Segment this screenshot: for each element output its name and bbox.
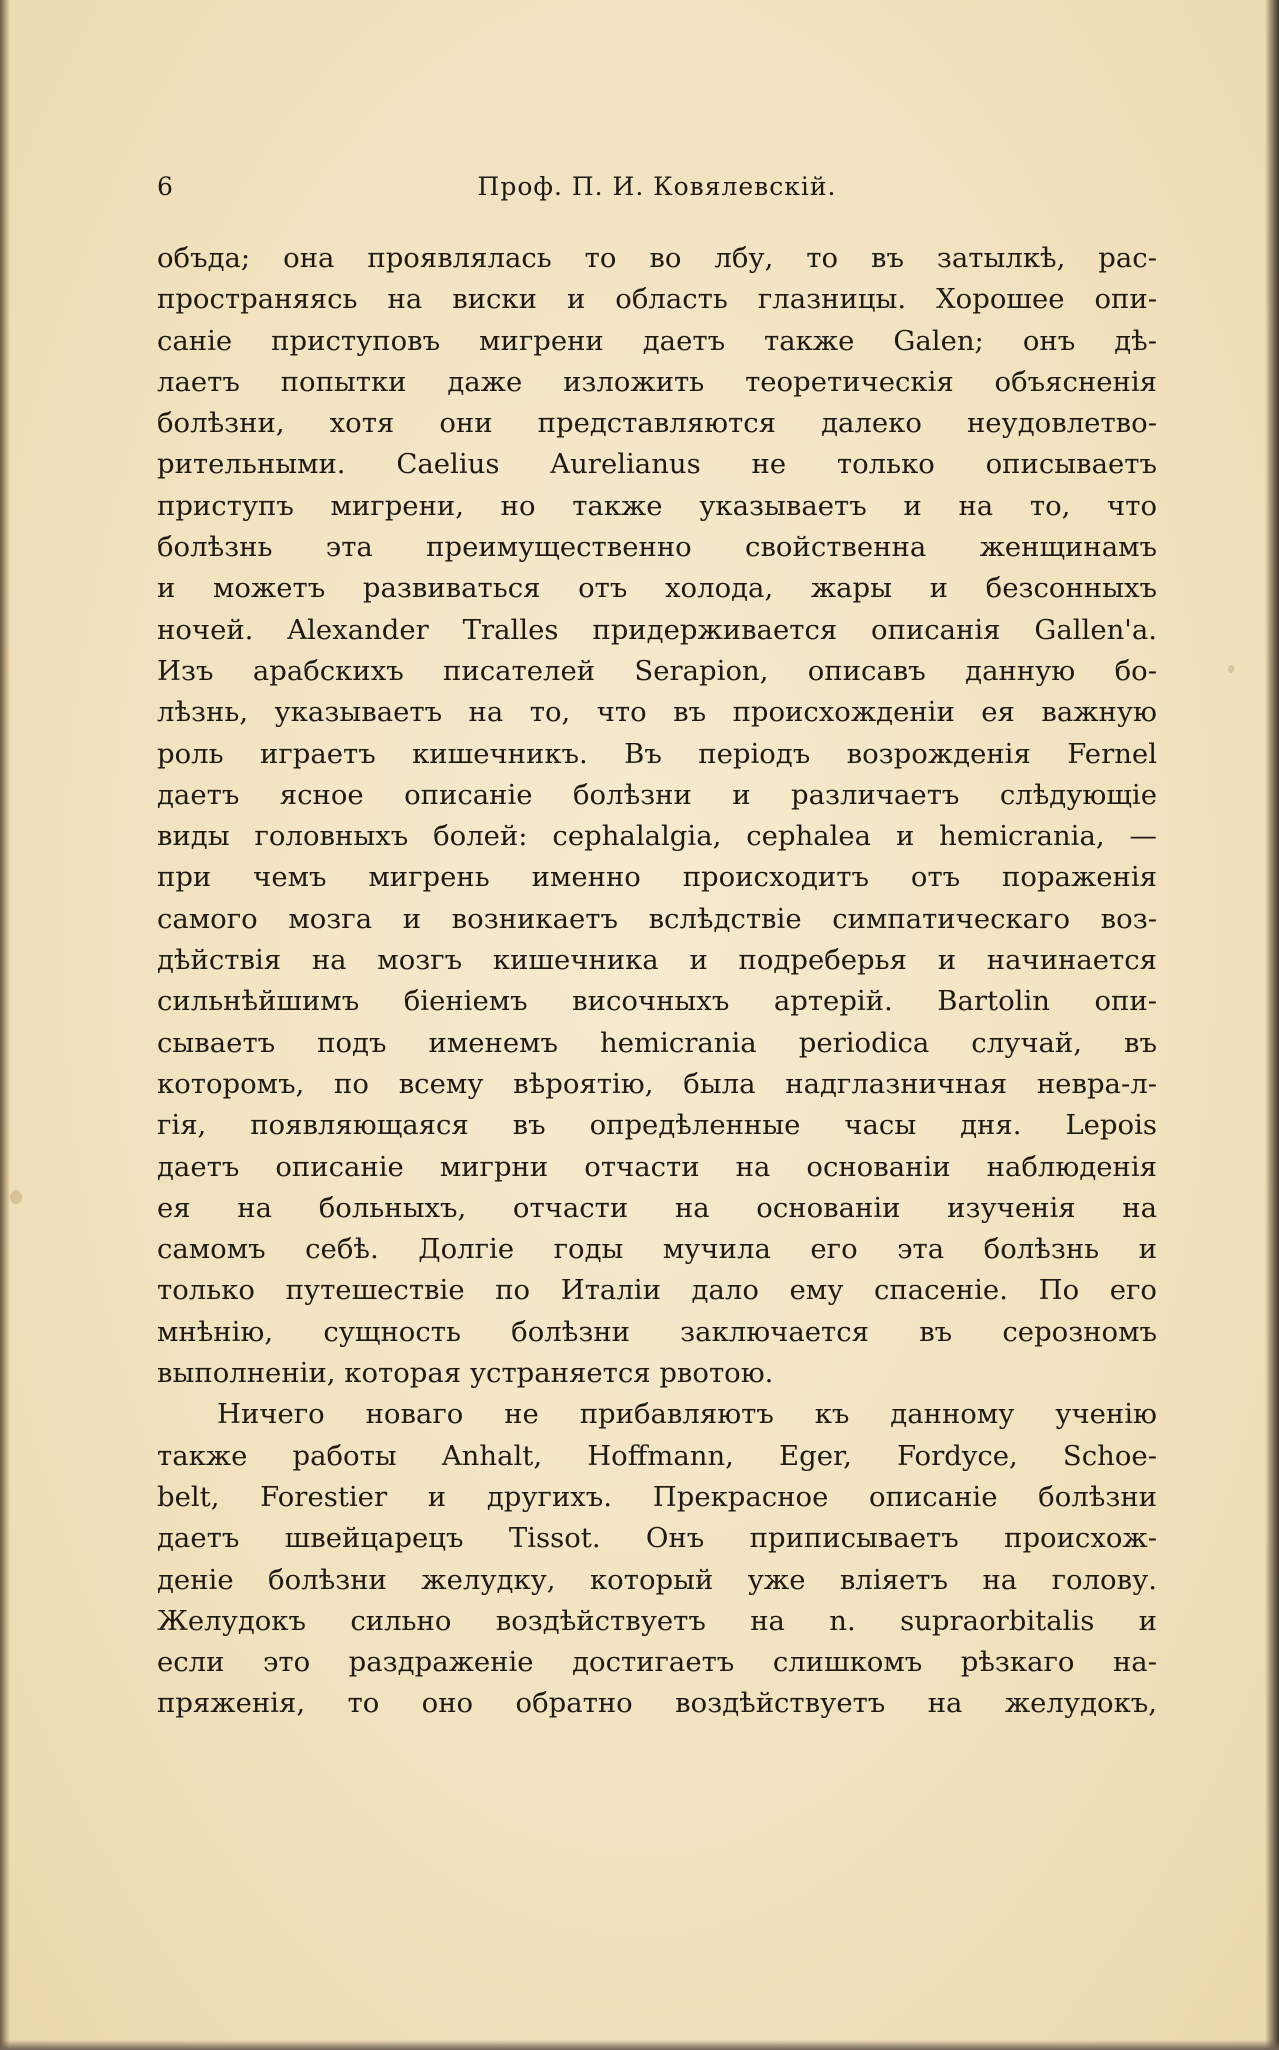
text-line: роль играетъ кишечникъ. Въ перiодъ возрожденiя Fernel (157, 737, 1157, 770)
text-line: ночей. Alexander Tralles придерживается описанiя Gallen'а. (157, 613, 1157, 646)
text-line: даетъ швейцарецъ Tissot. Онъ приписываетъ происхож- (157, 1522, 1157, 1555)
text-line: виды головныхъ болей: cephalalgia, cephalea и hemicrania, — (157, 820, 1157, 853)
paper-stain (1228, 665, 1234, 673)
text-line: болѣзнь эта преимущественно свойственна женщинамъ (157, 531, 1157, 564)
page-header (157, 172, 1157, 212)
text-line: Желудокъ сильно воздѣйствуетъ на n. supraorbitalis и (157, 1604, 1157, 1637)
page-number: 6 (157, 172, 174, 201)
text-line: санiе приступовъ мигрени даетъ также Galen; онъ дѣ- (157, 324, 1157, 357)
text-line: Ничего новаго не прибавляютъ къ данному ученiю (217, 1398, 1157, 1431)
text-line: лаетъ попытки даже изложить теоретическiя объясненiя (157, 365, 1157, 398)
text-line: объда; она проявлялась то во лбу, то въ затылкѣ, рас- (157, 242, 1157, 274)
text-line: ея на больныхъ, отчасти на основанiи изученiя на (157, 1191, 1157, 1224)
text-line: приступъ мигрени, но также указываетъ и на то, что (157, 489, 1157, 522)
page-edge-left (0, 0, 10, 2050)
text-line: belt, Forestier и другихъ. Прекрасное описанiе болѣзни (157, 1480, 1157, 1513)
text-line: только путешествiе по Италiи дало ему спасенiе. По его (157, 1274, 1157, 1307)
text-line: если это раздраженiе достигаетъ слишкомъ рѣзкаго на- (157, 1646, 1157, 1679)
page-edge-right (1265, 0, 1279, 2050)
text-line: даетъ ясное описанiе болѣзни и различаетъ слѣдующiе (157, 778, 1157, 811)
text-line: даетъ описанiе мигрни отчасти на основанiи наблюденiя (157, 1150, 1157, 1183)
text-line: гiя, появляющаяся въ опредѣленные часы дня. Lepois (157, 1109, 1157, 1142)
text-line: самомъ себѣ. Долгiе годы мучила его эта болѣзнь и (157, 1233, 1157, 1266)
text-line: сильнѣйшимъ бiенiемъ височныхъ артерiй. Bartolin опи- (157, 985, 1157, 1018)
text-line: которомъ, по всему вѣроятiю, была надглазничная невра-л- (157, 1067, 1157, 1100)
text-line: пространяясь на виски и область глазницы. Хорошее опи- (157, 283, 1157, 316)
page-edge-bottom (0, 2040, 1279, 2050)
text-line: при чемъ мигрень именно происходитъ отъ пораженiя (157, 861, 1157, 894)
text-line: пряженiя, то оно обратно воздѣйствуетъ на желудокъ, (157, 1687, 1157, 1720)
text-line: лѣзнь, указываетъ на то, что въ происхожденiи ея важную (157, 696, 1157, 729)
text-line: дѣйствiя на мозгъ кишечника и подреберья и начинается (157, 944, 1157, 977)
paper-stain (10, 1190, 22, 1204)
text-line: болѣзни, хотя они представляются далеко неудовлетво- (157, 407, 1157, 440)
text-line: денiе болѣзни желудку, который уже влiяетъ на голову. (157, 1563, 1157, 1596)
text-line: и можетъ развиваться отъ холода, жары и безсонныхъ (157, 572, 1157, 605)
text-line: самого мозга и возникаетъ вслѣдствiе симпатическаго воз- (157, 902, 1157, 935)
running-head: Проф. П. И. Ковялевскiй. (477, 172, 837, 201)
text-line: Изъ арабскихъ писателей Serapion, описавъ данную бо- (157, 654, 1157, 687)
text-line: рительными. Caelius Aurelianus не только описываетъ (157, 448, 1157, 481)
text-line: также работы Anhalt, Hoffmann, Eger, Fordyce, Schoe- (157, 1439, 1157, 1472)
text-line: мнѣнiю, сущность болѣзни заключается въ серозномъ (157, 1315, 1157, 1348)
text-line: сываетъ подъ именемъ hemicrania periodica случай, въ (157, 1026, 1157, 1059)
body-text (157, 238, 1157, 1725)
text-line: выполненiи, которая устраняется рвотою. (157, 1357, 774, 1390)
